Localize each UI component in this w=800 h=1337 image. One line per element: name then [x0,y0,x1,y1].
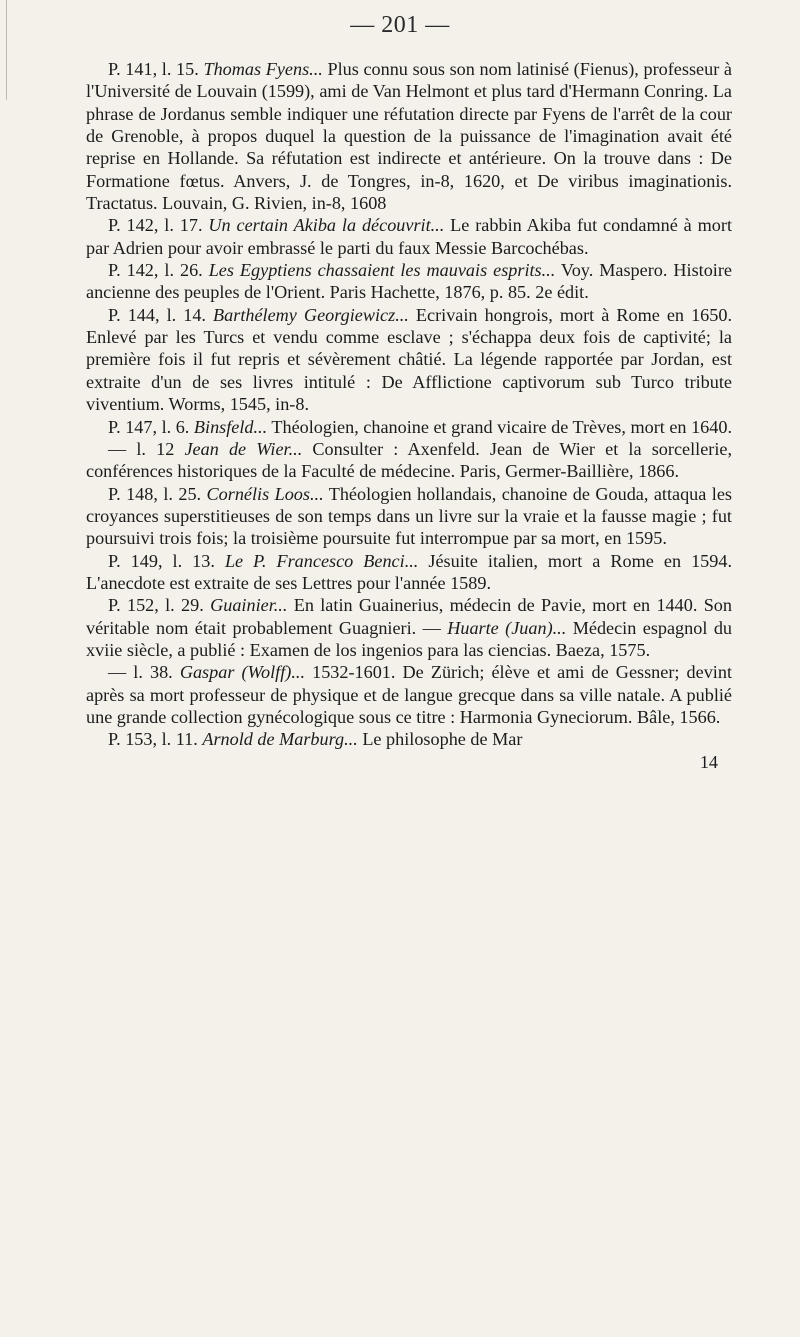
note-reference: — l. 12 [108,438,185,459]
note-entry-akiba [86,214,732,259]
note-title: Barthélemy Georgiewicz... [213,304,409,325]
note-reference: — l. 38. [108,662,180,683]
note-text: Consulter : Axenfeld. Jean de Wier et la sorcellerie, conférences historiques de la Faculté de médecine. Paris, Germer-Baillière, 1866. [86,438,732,482]
note-reference: P. 142, l. 17. [108,215,209,236]
note-entry-guainier [86,594,732,661]
note-reference: P. 152, l. 29. [108,595,211,616]
note-text: Voy. Maspero. Histoire ancienne des peuples de l'Orient. Paris Hachette, 1876, p. 85. 2e édit. [86,260,732,303]
note-reference: P. 141, l. 15. [108,59,204,79]
note-reference: P. 153, l. 11. [108,729,203,750]
note-text: Théologien hollandais, chanoine de Gouda, attaqua les croyances superstitieuses de son temps dans un livre sur la vraie et la fausse magie ; fut poursuivi trois fois; la troisième poursuite fut interrompue par sa mort, en 1595. [86,483,732,549]
note-title: Guainier... [210,595,288,616]
note-title: Gaspar (Wolff)... [179,662,305,683]
note-entry-loos [86,483,732,550]
note-title: Jean de Wier... [184,438,303,459]
note-reference: P. 149, l. 13. [108,550,225,571]
note-entry-arnold [86,728,732,750]
note-text: En latin Guainerius, médecin de Pavie, mort en 1440. Son véritable nom était probablement Guagnieri. — [86,595,732,638]
note-reference: P. 147, l. 6. [108,416,194,437]
note-title: Thomas Fyens... [203,59,323,79]
note-title: Huarte (Juan)... [447,617,567,638]
note-title: Le P. Francesco Benci... [224,550,419,571]
note-entry-egyptiens [86,259,732,304]
notes-body [86,58,732,773]
note-text: Le rabbin Akiba fut condamné à mort par Adrien pour avoir embrassé le parti du faux Messie Barcochébas. [86,215,732,258]
note-text: Jésuite italien, mort a Rome en 1594. L'anecdote est extraite de ses Lettres pour l'année 1589. [86,550,733,593]
note-text: Ecrivain hongrois, mort à Rome en 1650. Enlevé par les Turcs et vendu comme esclave ; s'échappa deux fois de captivité; la première fois il fut repris et sévèrement châtié. La légende rapportée par Jordan, est extraite d'un de ses livres intitulé : De Afflictione captivorum sub Turco tribute viventium. Worms, 1545, in-8. [86,304,733,415]
note-title: Arnold de Marburg... [202,729,358,750]
note-reference: P. 144, l. 14. [108,304,214,325]
page-number: — 201 — [350,12,450,38]
note-reference: P. 148, l. 25. [108,483,207,504]
note-entry-georgiewicz [86,304,732,416]
note-entry-fyens [86,58,732,214]
note-text: 1532-1601. De Zürich; élève et ami de Gessner; devint après sa mort professeur de physique et de langue grecque dans sa ville natale. A publié une grande collection gynécologique sous ce titre : Harmonia Gyneciorum. Bâle, 1566. [86,662,733,727]
note-entry-binsfeld [86,416,732,438]
note-text: Médecin espagnol du xviie siècle, a publié : Examen de los ingenios para las ciencias. Baeza, 1575. [86,617,733,660]
note-title: Cornélis Loos... [206,483,324,504]
note-entry-wier [86,438,732,483]
note-title: Binsfeld... [193,416,268,437]
note-reference: P. 142, l. 26. [108,260,209,281]
signature-mark: 14 [699,751,718,772]
note-title: Les Egyptiens chassaient les mauvais esprits... [208,260,556,281]
note-text: Théologien, chanoine et grand vicaire de Trèves, mort en 1640. [267,416,732,437]
note-text: Le philosophe de Mar [357,729,523,750]
note-title: Un certain Akiba la découvrit... [208,215,445,236]
note-text: Plus connu sous son nom latinisé (Fienus), professeur à l'Université de Louvain (1599), ami de Van Helmont et plus tard d'Hermann Conring. La phrase de Jordanus semble indiquer une réfutation directe par Fyens de l'arrêt de la cour de Grenoble, à propos duquel la question de la puissance de l'imagination avait été reprise en Hollande. Sa réfutation est indirecte et antérieure. On la trouve dans : De Formatione fœtus. Anvers, J. de Tongres, in-8, 1620, et De viribus imaginationis. Tractatus. Louvain, G. Rivien, in-8, 1608 [86,59,732,214]
note-entry-gaspar-wolff [86,661,732,728]
note-entry-benci [86,550,732,595]
